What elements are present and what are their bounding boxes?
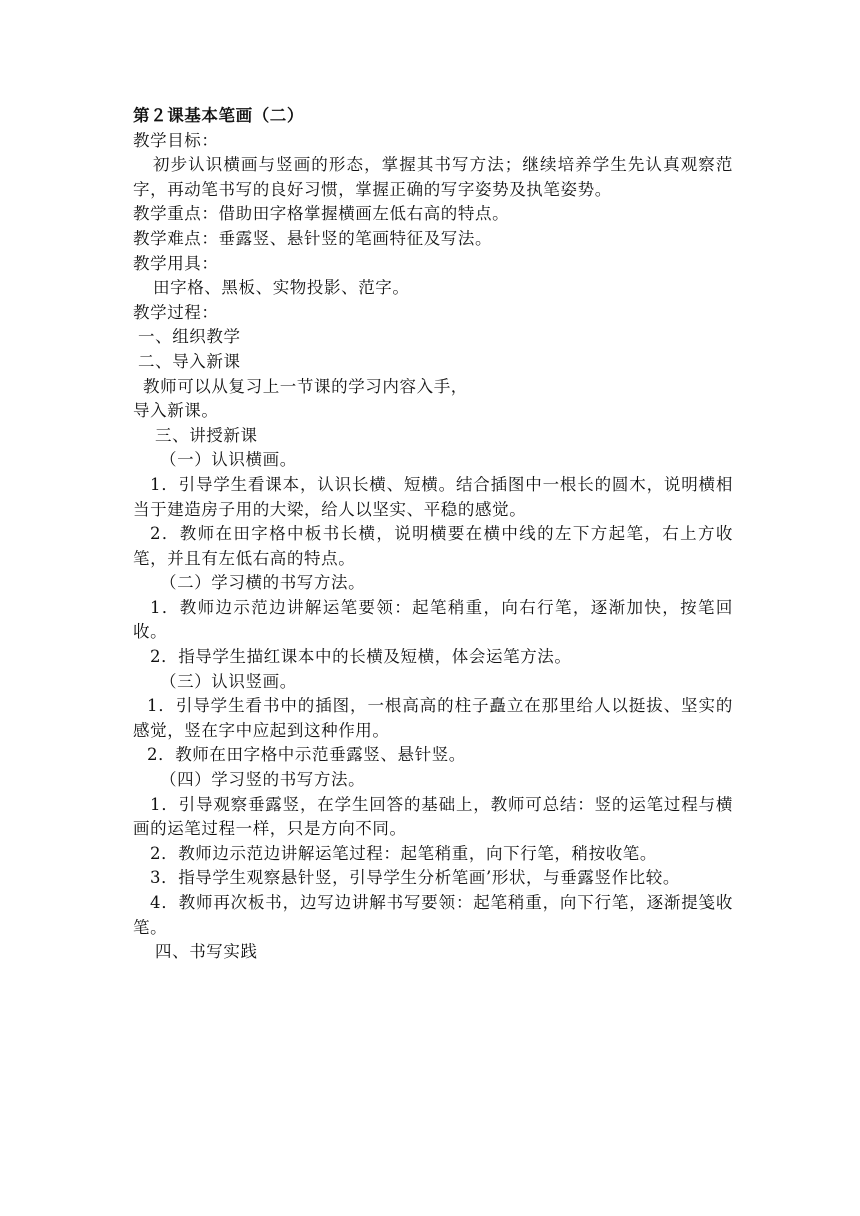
step-4: 四、书写实践 — [155, 942, 258, 962]
difficulty: 教学难点：垂露竖、悬针竖的笔画特征及写法。 — [133, 228, 493, 248]
sub-1-para-1: 1．引导学生看课本，认识长横、短横。结合插图中一根长的圆木，说明横相当于建造房子用的大梁，给人以坚实、平稳的感觉。 — [133, 474, 733, 519]
sub-heading-3: （三）认识竖画。 — [160, 671, 297, 691]
sub-4-para-1: 1．引导观察垂露竖，在学生回答的基础上，教师可总结：竖的运笔过程与横画的运笔过程一样，只是方向不同。 — [133, 794, 733, 839]
step-1: 一、组织教学 — [138, 327, 241, 347]
step-3: 三、讲授新课 — [155, 425, 258, 445]
objective-text: 初步认识横画与竖画的形态，掌握其书写方法；继续培养学生先认真观察范字，再动笔书写的良好习惯，掌握正确的写字姿势及执笔姿势。 — [133, 155, 733, 199]
process-heading: 教学过程： — [133, 302, 219, 322]
step-2: 二、导入新课 — [138, 351, 241, 371]
document-body — [133, 104, 733, 965]
objective-heading: 教学目标： — [133, 130, 219, 150]
sub-3-para-2: 2．教师在田字格中示范垂露竖、悬针竖。 — [147, 745, 466, 765]
sub-4-para-4: 4．教师再次板书，边写边讲解书写要领：起笔稍重，向下行笔，逐渐提笺收笔。 — [133, 893, 733, 937]
sub-heading-4: （四）学习竖的书写方法。 — [160, 770, 366, 790]
step-2-text-a: 教师可以从复习上一节课的学习内容入手， — [143, 376, 468, 396]
tools-text: 田字格、黑板、实物投影、范字。 — [153, 278, 410, 298]
tools-heading: 教学用具： — [133, 253, 219, 273]
sub-2-para-1: 1．教师边示范边讲解运笔要领：起笔稍重，向右行笔，逐渐加快，按笔回收。 — [133, 597, 733, 642]
lesson-title: 第２课基本笔画（二） — [133, 106, 304, 125]
key-point: 教学重点：借助田字格掌握横画左低右高的特点。 — [133, 204, 510, 224]
step-2-text-b: 导入新课。 — [133, 401, 219, 421]
sub-4-para-2: 2．教师边示范边讲解运笔过程：起笔稍重，向下行笔，稍按收笔。 — [150, 843, 657, 863]
sub-1-para-2: 2．教师在田字格中板书长横，说明横要在横中线的左下方起笔，右上方收笔，并且有左低右高的特点。 — [133, 524, 733, 568]
sub-2-para-2: 2．指导学生描红课本中的长横及短横，体会运笔方法。 — [150, 647, 572, 667]
sub-heading-2: （二）学习横的书写方法。 — [160, 573, 366, 593]
sub-4-para-3: 3．指导学生观察悬针竖，引导学生分析笔画’形状，与垂露竖作比较。 — [150, 868, 680, 888]
sub-3-para-1: 1．引导学生看书中的插图，一根高高的柱子矗立在那里给人以挺拔、坚实的感觉，竖在字中应起到这种作用。 — [133, 696, 733, 740]
sub-heading-1: （一）认识横画。 — [160, 450, 297, 470]
